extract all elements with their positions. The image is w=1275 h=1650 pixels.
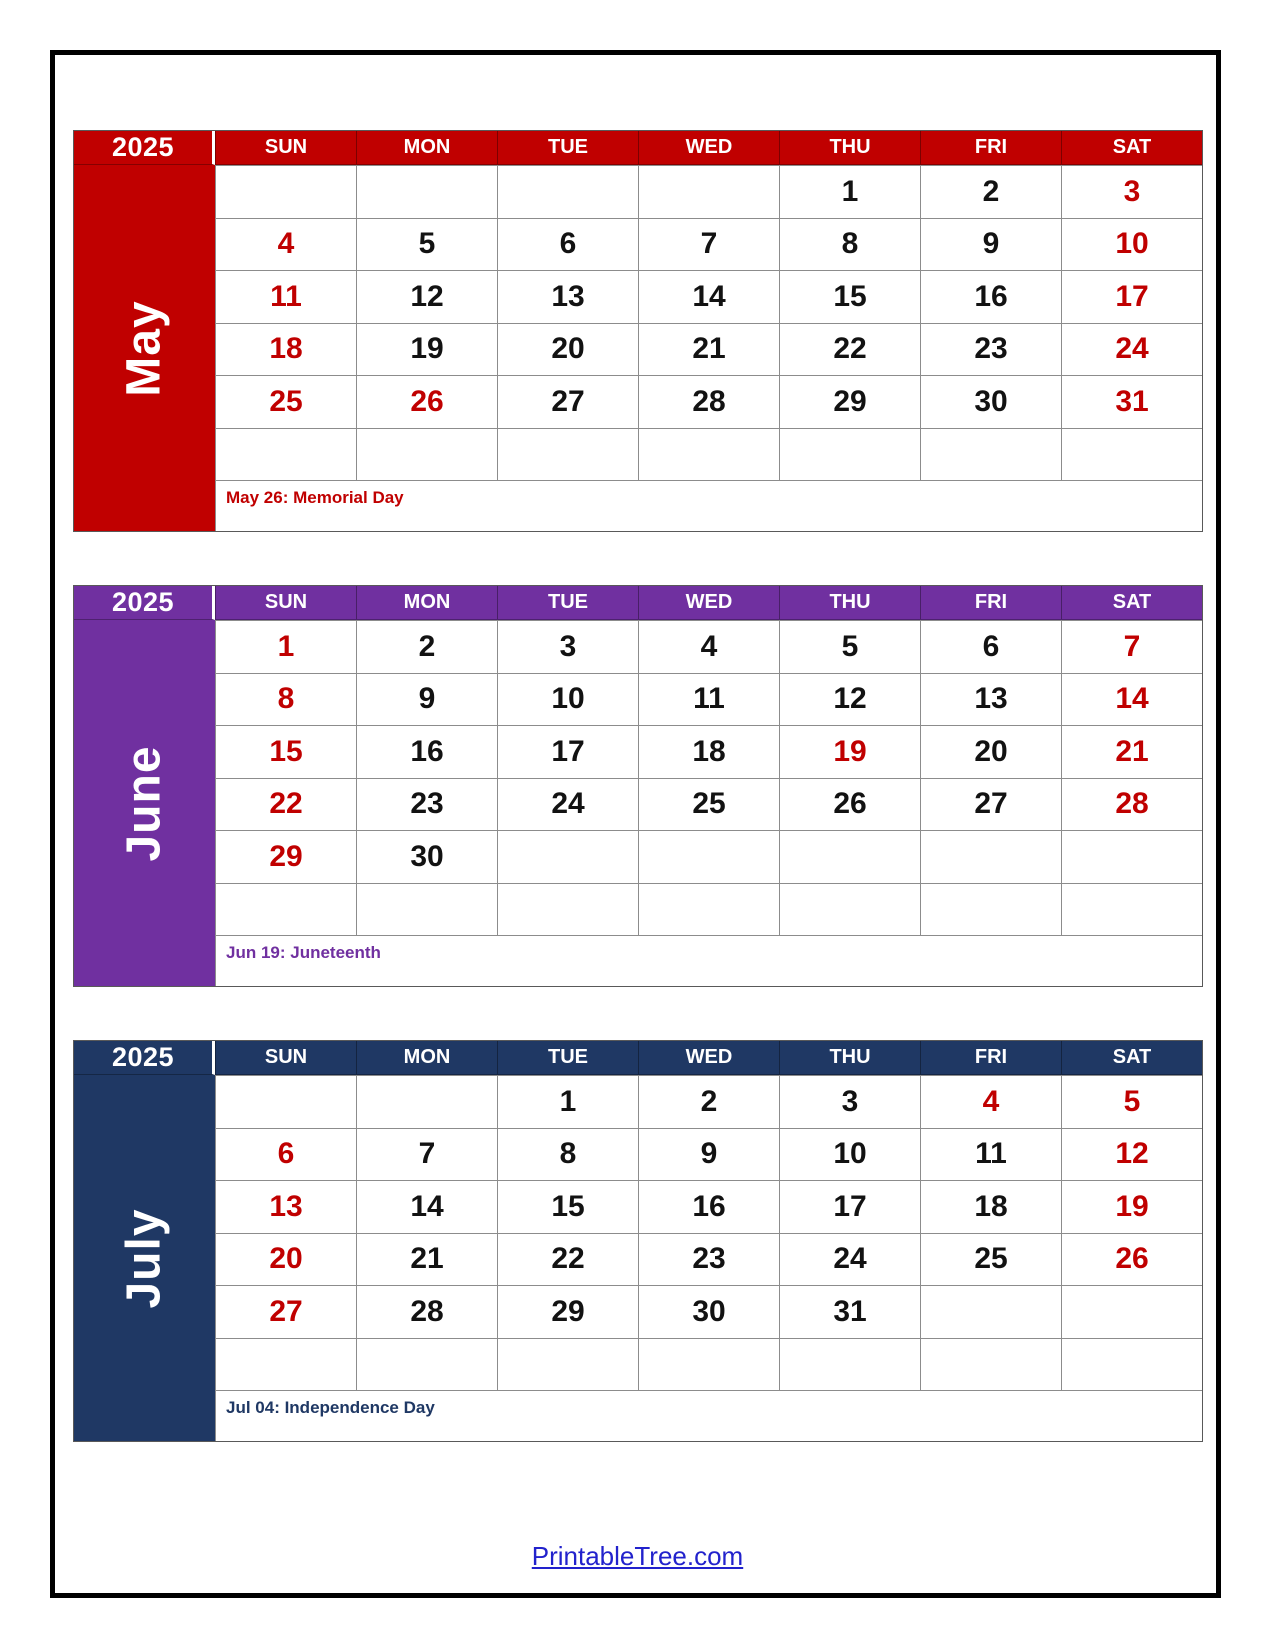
- calendar-july-2025: [73, 1040, 1203, 1442]
- date-cell-10: 10: [497, 673, 638, 726]
- day-header-sun: SUN: [215, 586, 356, 620]
- day-header-wed: WED: [638, 1041, 779, 1075]
- day-header-sun: SUN: [215, 131, 356, 165]
- date-cell-empty: [215, 428, 356, 481]
- date-cell-17: 17: [497, 725, 638, 778]
- date-cell-19: 19: [1061, 1180, 1202, 1233]
- date-cell-empty: [1061, 883, 1202, 936]
- date-cell-empty: [215, 1075, 356, 1128]
- day-header-wed: WED: [638, 586, 779, 620]
- date-cell-13: 13: [497, 270, 638, 323]
- day-header-sat: SAT: [1061, 131, 1202, 165]
- date-cell-2: 2: [356, 620, 497, 673]
- date-cell-empty: [356, 1075, 497, 1128]
- date-cell-empty: [215, 165, 356, 218]
- date-cell-19: 19: [356, 323, 497, 376]
- date-cell-empty: [497, 830, 638, 883]
- date-cell-11: 11: [638, 673, 779, 726]
- date-cell-14: 14: [1061, 673, 1202, 726]
- date-cell-empty: [779, 830, 920, 883]
- date-cell-16: 16: [638, 1180, 779, 1233]
- date-cell-5: 5: [779, 620, 920, 673]
- date-cell-empty: [779, 428, 920, 481]
- holiday-note: Jun 19: Juneteenth: [215, 935, 1202, 986]
- day-header-sun: SUN: [215, 1041, 356, 1075]
- date-cell-31: 31: [779, 1285, 920, 1338]
- date-cell-empty: [920, 1338, 1061, 1391]
- date-cell-18: 18: [920, 1180, 1061, 1233]
- date-cell-1: 1: [215, 620, 356, 673]
- date-cell-10: 10: [1061, 218, 1202, 271]
- year-label: 2025: [74, 131, 215, 165]
- date-cell-4: 4: [920, 1075, 1061, 1128]
- date-cell-23: 23: [920, 323, 1061, 376]
- date-cell-3: 3: [779, 1075, 920, 1128]
- day-header-wed: WED: [638, 131, 779, 165]
- date-cell-14: 14: [638, 270, 779, 323]
- date-cell-24: 24: [1061, 323, 1202, 376]
- date-cell-empty: [779, 883, 920, 936]
- date-cell-13: 13: [215, 1180, 356, 1233]
- day-header-thu: THU: [779, 1041, 920, 1075]
- day-header-sat: SAT: [1061, 1041, 1202, 1075]
- date-cell-24: 24: [497, 778, 638, 831]
- date-cell-empty: [920, 1285, 1061, 1338]
- date-cell-empty: [1061, 1338, 1202, 1391]
- date-cell-27: 27: [497, 375, 638, 428]
- date-cell-20: 20: [215, 1233, 356, 1286]
- date-cell-11: 11: [920, 1128, 1061, 1181]
- month-sidebar: [74, 620, 215, 986]
- month-sidebar: [74, 1075, 215, 1441]
- date-cell-29: 29: [779, 375, 920, 428]
- date-cell-30: 30: [638, 1285, 779, 1338]
- date-cell-23: 23: [356, 778, 497, 831]
- month-sidebar: [74, 165, 215, 531]
- date-cell-15: 15: [779, 270, 920, 323]
- date-cell-empty: [497, 428, 638, 481]
- date-cell-2: 2: [920, 165, 1061, 218]
- date-cell-empty: [638, 883, 779, 936]
- date-cell-7: 7: [1061, 620, 1202, 673]
- date-cell-16: 16: [356, 725, 497, 778]
- date-cell-empty: [638, 165, 779, 218]
- date-cell-24: 24: [779, 1233, 920, 1286]
- date-cell-10: 10: [779, 1128, 920, 1181]
- date-cell-12: 12: [356, 270, 497, 323]
- date-cell-9: 9: [638, 1128, 779, 1181]
- date-cell-1: 1: [779, 165, 920, 218]
- date-cell-empty: [1061, 428, 1202, 481]
- date-cell-9: 9: [920, 218, 1061, 271]
- day-header-fri: FRI: [920, 1041, 1061, 1075]
- date-cell-28: 28: [638, 375, 779, 428]
- date-cell-22: 22: [497, 1233, 638, 1286]
- day-header-mon: MON: [356, 131, 497, 165]
- day-header-tue: TUE: [497, 1041, 638, 1075]
- date-cell-20: 20: [497, 323, 638, 376]
- date-cell-22: 22: [215, 778, 356, 831]
- month-name-label: May: [118, 299, 171, 397]
- date-cell-5: 5: [356, 218, 497, 271]
- date-cell-16: 16: [920, 270, 1061, 323]
- footer: [0, 1541, 1275, 1572]
- date-cell-8: 8: [779, 218, 920, 271]
- date-cell-empty: [920, 428, 1061, 481]
- date-cell-empty: [920, 830, 1061, 883]
- date-cell-empty: [638, 428, 779, 481]
- date-cell-28: 28: [1061, 778, 1202, 831]
- date-cell-28: 28: [356, 1285, 497, 1338]
- date-cell-6: 6: [215, 1128, 356, 1181]
- date-cell-25: 25: [215, 375, 356, 428]
- year-label: 2025: [74, 586, 215, 620]
- date-cell-12: 12: [1061, 1128, 1202, 1181]
- date-cell-empty: [1061, 830, 1202, 883]
- date-cell-empty: [356, 1338, 497, 1391]
- date-cell-11: 11: [215, 270, 356, 323]
- date-cell-6: 6: [497, 218, 638, 271]
- date-cell-15: 15: [215, 725, 356, 778]
- date-cell-2: 2: [638, 1075, 779, 1128]
- date-cell-27: 27: [920, 778, 1061, 831]
- day-header-thu: THU: [779, 131, 920, 165]
- date-cell-31: 31: [1061, 375, 1202, 428]
- date-cell-23: 23: [638, 1233, 779, 1286]
- date-cell-empty: [356, 883, 497, 936]
- date-cell-empty: [215, 883, 356, 936]
- date-cell-22: 22: [779, 323, 920, 376]
- date-cell-8: 8: [497, 1128, 638, 1181]
- date-cell-12: 12: [779, 673, 920, 726]
- date-cell-29: 29: [215, 830, 356, 883]
- date-cell-4: 4: [215, 218, 356, 271]
- date-cell-26: 26: [779, 778, 920, 831]
- day-header-tue: TUE: [497, 131, 638, 165]
- date-cell-1: 1: [497, 1075, 638, 1128]
- year-label: 2025: [74, 1041, 215, 1075]
- date-cell-26: 26: [1061, 1233, 1202, 1286]
- date-cell-18: 18: [638, 725, 779, 778]
- date-cell-25: 25: [638, 778, 779, 831]
- date-cell-17: 17: [1061, 270, 1202, 323]
- month-name-label: July: [117, 1207, 171, 1309]
- day-header-fri: FRI: [920, 586, 1061, 620]
- date-cell-8: 8: [215, 673, 356, 726]
- date-cell-empty: [497, 165, 638, 218]
- date-cell-empty: [215, 1338, 356, 1391]
- footer-link[interactable]: PrintableTree.com: [531, 1541, 744, 1571]
- date-cell-27: 27: [215, 1285, 356, 1338]
- date-cell-empty: [356, 165, 497, 218]
- date-cell-18: 18: [215, 323, 356, 376]
- day-header-sat: SAT: [1061, 586, 1202, 620]
- day-header-fri: FRI: [920, 131, 1061, 165]
- day-header-thu: THU: [779, 586, 920, 620]
- date-cell-empty: [497, 1338, 638, 1391]
- date-cell-3: 3: [1061, 165, 1202, 218]
- holiday-note: May 26: Memorial Day: [215, 480, 1202, 531]
- date-cell-30: 30: [356, 830, 497, 883]
- date-cell-30: 30: [920, 375, 1061, 428]
- day-header-mon: MON: [356, 586, 497, 620]
- date-cell-21: 21: [638, 323, 779, 376]
- date-cell-13: 13: [920, 673, 1061, 726]
- date-cell-empty: [1061, 1285, 1202, 1338]
- date-cell-26: 26: [356, 375, 497, 428]
- date-cell-14: 14: [356, 1180, 497, 1233]
- date-cell-7: 7: [638, 218, 779, 271]
- calendar-june-2025: [73, 585, 1203, 987]
- date-cell-6: 6: [920, 620, 1061, 673]
- date-cell-21: 21: [356, 1233, 497, 1286]
- date-cell-4: 4: [638, 620, 779, 673]
- date-cell-empty: [638, 1338, 779, 1391]
- holiday-note: Jul 04: Independence Day: [215, 1390, 1202, 1441]
- day-header-mon: MON: [356, 1041, 497, 1075]
- date-cell-empty: [779, 1338, 920, 1391]
- date-cell-5: 5: [1061, 1075, 1202, 1128]
- date-cell-29: 29: [497, 1285, 638, 1338]
- date-cell-17: 17: [779, 1180, 920, 1233]
- date-cell-empty: [920, 883, 1061, 936]
- date-cell-9: 9: [356, 673, 497, 726]
- date-cell-empty: [497, 883, 638, 936]
- day-header-tue: TUE: [497, 586, 638, 620]
- date-cell-empty: [356, 428, 497, 481]
- date-cell-15: 15: [497, 1180, 638, 1233]
- date-cell-25: 25: [920, 1233, 1061, 1286]
- calendar-may-2025: [73, 130, 1203, 532]
- date-cell-7: 7: [356, 1128, 497, 1181]
- date-cell-21: 21: [1061, 725, 1202, 778]
- date-cell-20: 20: [920, 725, 1061, 778]
- date-cell-19: 19: [779, 725, 920, 778]
- month-name-label: June: [118, 744, 171, 862]
- date-cell-3: 3: [497, 620, 638, 673]
- date-cell-empty: [638, 830, 779, 883]
